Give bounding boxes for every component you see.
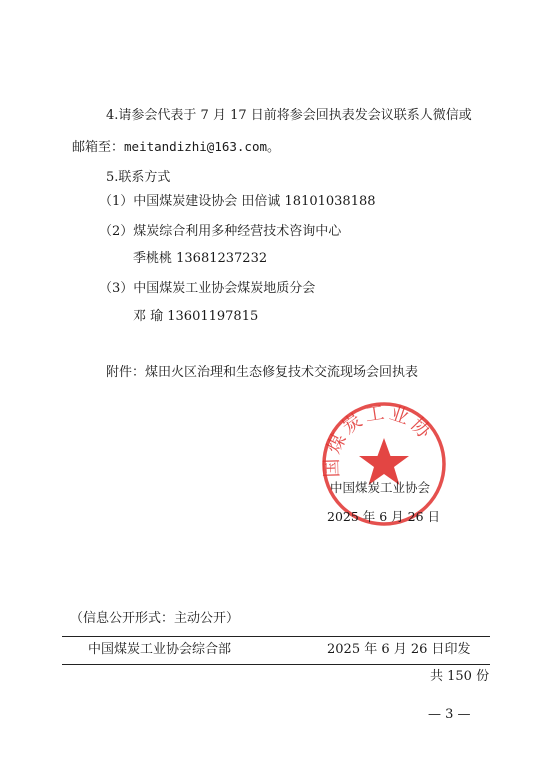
- item4-line1: 4.请参会代表于 7 月 17 日前将参会回执表发会议联系人微信或: [106, 108, 472, 123]
- contact-item-3-person: 邓 瑜 13601197815: [133, 309, 259, 324]
- disclosure-note: （信息公开形式：主动公开）: [70, 611, 240, 626]
- page-number: — 3 —: [428, 707, 471, 722]
- issuing-department: 中国煤炭工业协会综合部: [88, 642, 232, 657]
- print-date: 2025 年 6 月 26 日印发: [327, 642, 471, 657]
- item4-line2-prefix: 邮箱至：: [72, 140, 125, 155]
- contact-item-1: （1）中国煤炭建设协会 田倍诚 18101038188: [99, 194, 376, 209]
- item4-line2-suffix: 。: [267, 140, 281, 155]
- footer-rule-top: [62, 636, 490, 637]
- item4-line2: [72, 139, 280, 156]
- footer-rule-bottom: [62, 664, 490, 665]
- signing-date: 2025 年 6 月 26 日: [327, 509, 441, 524]
- contact-item-3-org: （3）中国煤炭工业协会煤炭地质分会: [99, 281, 316, 296]
- contact-heading: 5.联系方式: [106, 170, 171, 185]
- copy-count: 共 150 份: [430, 669, 490, 684]
- contact-item-2-org: （2）煤炭综合利用多种经营技术咨询中心: [99, 224, 342, 239]
- email-link[interactable]: meitandizhi@163.com: [124, 139, 268, 154]
- signing-organization: 中国煤炭工业协会: [330, 480, 431, 495]
- attachment-line: 附件：煤田火区治理和生态修复技术交流现场会回执表: [106, 365, 419, 380]
- seal-lettering: 国煤炭工业协: [320, 401, 438, 478]
- contact-item-2-person: 季桃桃 13681237232: [133, 251, 268, 266]
